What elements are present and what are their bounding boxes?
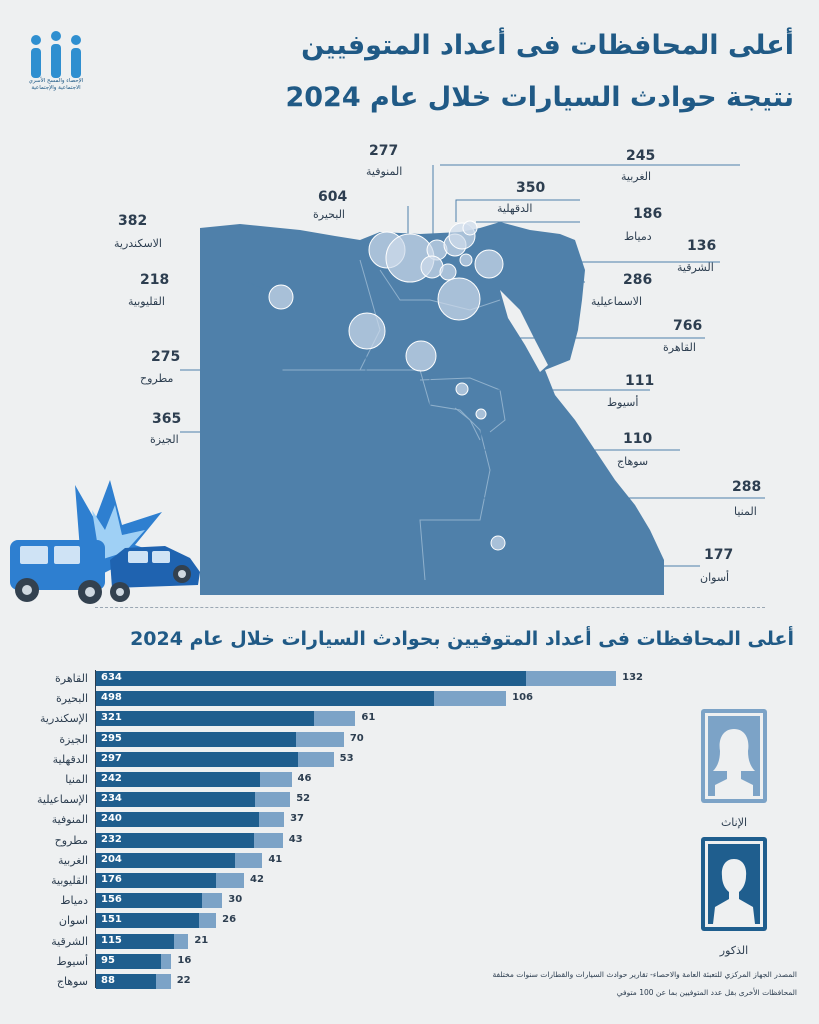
bar-male-value: 498 [101, 692, 122, 704]
label-sharqia-name: الشرقية [677, 261, 714, 274]
bar-category-label: سوهاج [56, 975, 88, 988]
bar-female [259, 812, 284, 827]
bubble-sohag [476, 409, 486, 419]
label-cairo-name: القاهرة [663, 341, 696, 354]
source-note-2: المحافظات الأخرى بقل عدد المتوفيين بما عن 100 متوفي [616, 988, 797, 997]
bar-female [254, 833, 283, 848]
bubble-cairo [438, 278, 480, 320]
bubble-giza [349, 313, 385, 349]
bar-female-value: 52 [296, 793, 311, 805]
bubble-minya [406, 341, 436, 371]
bar-category-label: القاهرة [55, 672, 88, 685]
bar-female-value: 30 [228, 894, 243, 906]
label-giza-value: 365 [152, 411, 182, 427]
bar-category-label: الجيزة [59, 732, 88, 746]
bubble-matrouh [269, 285, 293, 309]
chart-title: أعلى المحافظات فى أعداد المتوفيين بحوادث السيارات خلال عام 2024 [130, 628, 794, 650]
bar-female [161, 954, 172, 969]
label-qalyubia-name: القليوبية [128, 295, 165, 308]
bar-female [260, 772, 291, 787]
bubble-qalyubia [421, 256, 443, 278]
bar-male-value: 151 [101, 914, 122, 926]
label-monufia-name: المنوفية [366, 165, 403, 178]
bar-female-value: 21 [194, 934, 209, 946]
bar-category-label: الغربية [57, 853, 88, 867]
bar-female-value: 37 [290, 813, 304, 825]
label-matrouh-value: 275 [151, 349, 181, 365]
bar-female-value: 53 [339, 752, 354, 764]
bar-female [235, 853, 263, 868]
bar-category-label: أسيوط [56, 954, 88, 968]
legend-male: الذكور [719, 944, 749, 957]
bar-female [199, 913, 217, 928]
bubble-assiut [456, 383, 468, 395]
bar-female-value: 106 [512, 692, 533, 704]
bar-female [216, 873, 245, 888]
label-damietta-value: 186 [633, 206, 663, 222]
bar-female-value: 42 [250, 874, 264, 885]
bar-female [434, 691, 506, 706]
bar-male [96, 711, 314, 726]
main-title-line-1: أعلى المحافظات فى أعداد المتوفيين [301, 30, 794, 61]
bar-male-value: 204 [101, 853, 122, 865]
label-qalyubia-value: 218 [140, 272, 170, 288]
bar-male-value: 88 [101, 975, 115, 986]
bar-female [314, 711, 355, 726]
logo-text: الإحصاء والمسح الأسري الاجتماعية والإجتماعية [28, 78, 84, 91]
label-assiut-name: أسيوط [607, 396, 639, 409]
bar-male-value: 95 [101, 954, 115, 966]
bar-male-value: 115 [101, 934, 122, 946]
bar-female [298, 752, 334, 767]
label-minya-value: 288 [732, 479, 762, 495]
bar-category-label: القليوبية [51, 874, 88, 887]
bar-female-value: 22 [176, 975, 191, 986]
section-divider [95, 607, 765, 608]
bar-female [202, 893, 222, 908]
label-alexandria-name: الاسكندرية [114, 237, 162, 250]
bar-male-value: 232 [101, 833, 122, 845]
bar-male-value: 297 [101, 752, 122, 764]
label-dakahlia-name: الدقهلية [497, 202, 533, 215]
bar-male [96, 671, 526, 686]
bar-female [174, 934, 188, 949]
bar-category-label: دمياط [60, 894, 88, 908]
bar-male-value: 240 [101, 813, 122, 825]
bar-category-label: البحيرة [56, 692, 88, 706]
bar-female-value: 61 [361, 712, 376, 724]
bar-female [296, 732, 344, 747]
label-aswan-name: أسوان [700, 571, 730, 584]
bar-male [96, 732, 296, 747]
label-damietta-name: دمياط [624, 230, 652, 243]
bar-female-value: 26 [222, 914, 237, 926]
label-beheira-name: البحيرة [313, 208, 345, 221]
bar-male-value: 242 [101, 773, 122, 784]
car-crash-illustration [10, 480, 200, 604]
bar-category-label: مطروح [54, 833, 88, 847]
bar-male-value: 295 [101, 732, 122, 744]
label-cairo-value: 766 [673, 318, 703, 334]
label-gharbia-name: الغربية [621, 170, 652, 183]
bar-male-value: 321 [101, 712, 122, 724]
bar-female-value: 70 [349, 732, 364, 744]
bar-female [156, 974, 171, 989]
label-matrouh-name: مطروح [140, 372, 174, 385]
label-sohag-name: سوهاج [617, 455, 649, 468]
label-gharbia-value: 245 [626, 148, 656, 164]
bar-category-label: الدقهلية [52, 752, 88, 766]
bubble-aswan [491, 536, 505, 550]
bar-female-value: 132 [622, 672, 643, 683]
label-ismailia-value: 286 [623, 272, 653, 288]
egypt-map [0, 140, 819, 610]
label-sohag-value: 110 [623, 431, 653, 447]
bar-female-value: 46 [297, 773, 312, 784]
label-alexandria-value: 382 [118, 213, 148, 229]
label-beheira-value: 604 [318, 189, 348, 205]
bar-male [96, 752, 298, 767]
bar-category-label: الشرقية [51, 934, 88, 948]
female-icon [701, 709, 767, 803]
label-monufia-value: 277 [369, 143, 399, 159]
bar-category-label: المنيا [65, 773, 88, 786]
male-icon [701, 837, 767, 931]
label-dakahlia-value: 350 [516, 180, 546, 196]
bar-female-value: 41 [268, 853, 283, 865]
bar-category-label: اسوان [58, 914, 88, 928]
stacked-bar-chart [0, 668, 819, 998]
label-aswan-value: 177 [704, 547, 734, 563]
bubble-damietta [463, 221, 477, 235]
legend-female: الإناث [720, 816, 748, 829]
bar-category-label: المنوفية [51, 813, 88, 827]
bar-male-value: 634 [101, 672, 122, 683]
bar-female [255, 792, 290, 807]
source-note: المصدر الجهاز المركزي للتعبئة العامة والاحصاء- تقارير حوادث السيارات والقطارات سنوات مختلفة [492, 970, 797, 979]
main-title-line-2: نتيجة حوادث السيارات خلال عام 2024 [285, 82, 794, 113]
bar-male [96, 691, 434, 706]
bar-male-value: 234 [101, 793, 122, 805]
label-assiut-value: 111 [625, 373, 655, 389]
bubble-sharqia [460, 254, 472, 266]
bar-category-label: الإسكندرية [40, 712, 88, 726]
label-ismailia-name: الاسماعيلية [591, 295, 642, 308]
label-minya-name: المنيا [734, 505, 757, 518]
bubble-qalyubia-2 [440, 264, 456, 280]
bar-female-value: 43 [288, 833, 303, 845]
label-giza-name: الجيزة [150, 433, 179, 446]
bar-female [526, 671, 616, 686]
bar-male-value: 156 [101, 894, 122, 906]
bar-female-value: 16 [177, 954, 192, 966]
bubble-ismailia [475, 250, 503, 278]
label-sharqia-value: 136 [687, 238, 717, 254]
bar-category-label: الإسماعيلية [37, 793, 88, 807]
bar-male-value: 176 [101, 874, 122, 885]
